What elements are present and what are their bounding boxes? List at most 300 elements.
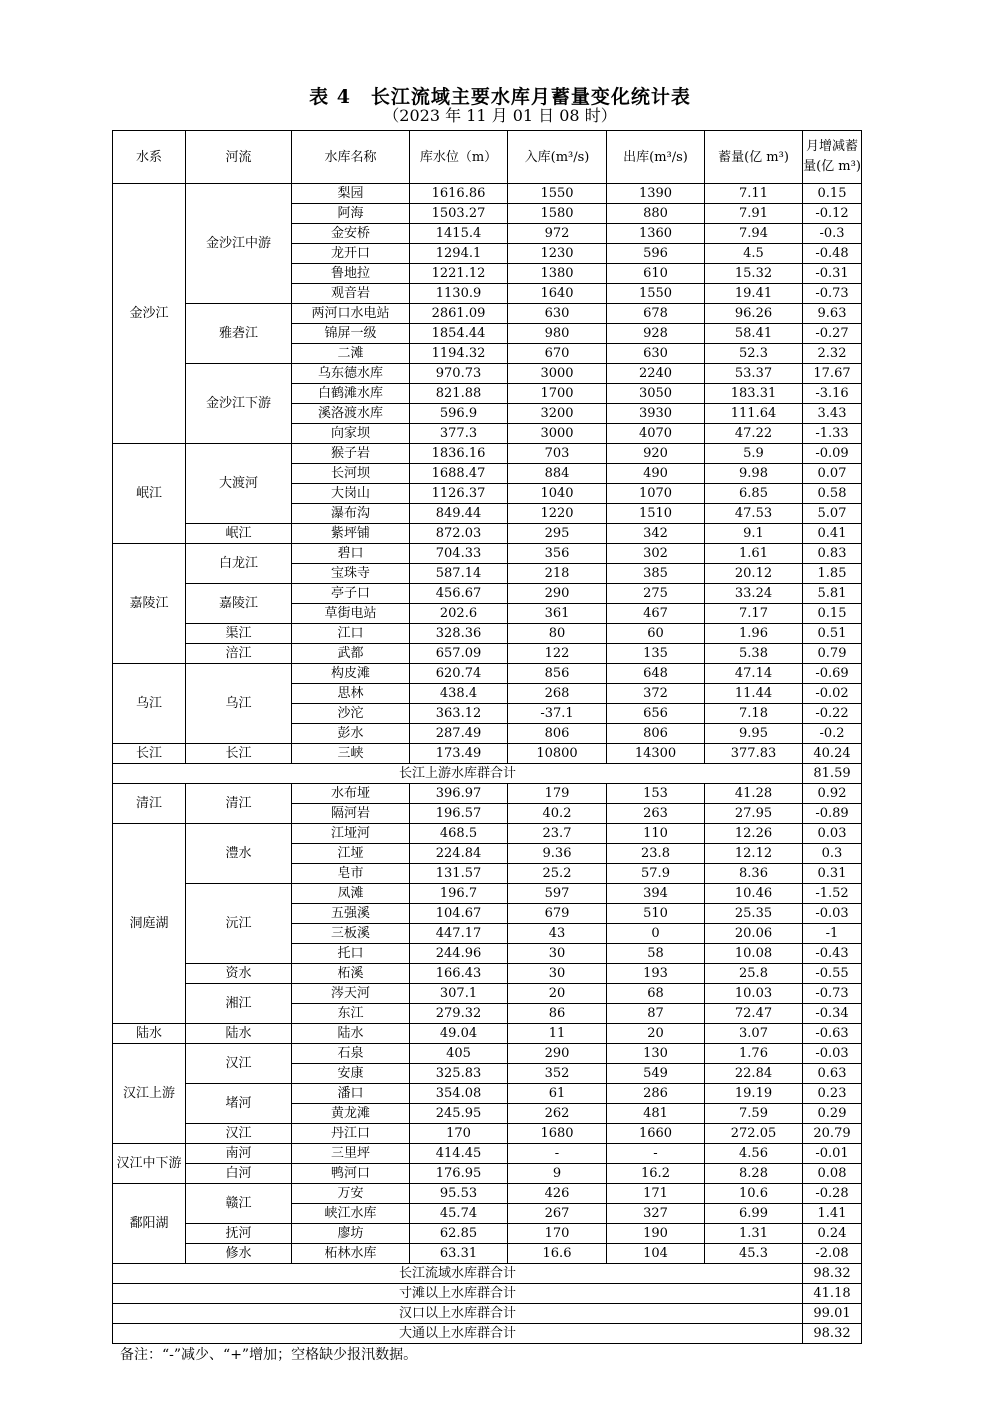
- table-row: [113, 964, 862, 984]
- table-row: [113, 984, 862, 1004]
- outflow-cell: 60: [607, 624, 705, 644]
- river-cell: 澧水: [186, 824, 292, 884]
- water-level-cell: 279.32: [410, 1004, 508, 1024]
- water-system-cell: 长江: [113, 744, 186, 764]
- table-row: [113, 364, 862, 384]
- total-change-cell: 98.32: [803, 1324, 862, 1344]
- outflow-cell: 510: [607, 904, 705, 924]
- table-title: 表 4 长江流域主要水库月蓄量变化统计表: [309, 86, 691, 108]
- outflow-cell: 4070: [607, 424, 705, 444]
- table-row: [113, 744, 862, 764]
- total-change-cell: 98.32: [803, 1264, 862, 1284]
- monthly-change-cell: 0.15: [803, 184, 862, 204]
- storage-cell: 41.28: [705, 784, 803, 804]
- inflow-cell: 1700: [508, 384, 607, 404]
- water-level-cell: 1126.37: [410, 484, 508, 504]
- outflow-cell: 57.9: [607, 864, 705, 884]
- reservoir-name-cell: 凤滩: [292, 884, 410, 904]
- river-cell: 白龙江: [186, 544, 292, 584]
- storage-cell: 10.46: [705, 884, 803, 904]
- reservoir-name-cell: 五强溪: [292, 904, 410, 924]
- inflow-cell: 3000: [508, 424, 607, 444]
- water-level-cell: 307.1: [410, 984, 508, 1004]
- outflow-cell: 549: [607, 1064, 705, 1084]
- river-cell: 嘉陵江: [186, 584, 292, 624]
- outflow-cell: 104: [607, 1244, 705, 1264]
- total-row: [113, 1304, 862, 1324]
- reservoir-name-cell: 涔天河: [292, 984, 410, 1004]
- inflow-cell: -: [508, 1144, 607, 1164]
- water-system-cell: 汉江中下游: [113, 1144, 186, 1184]
- monthly-change-cell: -0.43: [803, 944, 862, 964]
- inflow-cell: 806: [508, 724, 607, 744]
- monthly-change-cell: -0.69: [803, 664, 862, 684]
- water-level-cell: 596.9: [410, 404, 508, 424]
- storage-cell: 8.36: [705, 864, 803, 884]
- reservoir-name-cell: 瀑布沟: [292, 504, 410, 524]
- storage-cell: 183.31: [705, 384, 803, 404]
- monthly-change-cell: -0.27: [803, 324, 862, 344]
- river-cell: 乌江: [186, 664, 292, 744]
- reservoir-name-cell: 陆水: [292, 1024, 410, 1044]
- monthly-change-cell: -2.08: [803, 1244, 862, 1264]
- storage-cell: 111.64: [705, 404, 803, 424]
- storage-cell: 8.28: [705, 1164, 803, 1184]
- inflow-cell: 1680: [508, 1124, 607, 1144]
- total-label-cell: 大通以上水库群合计: [113, 1324, 803, 1344]
- outflow-cell: 394: [607, 884, 705, 904]
- reservoir-name-cell: 鸭河口: [292, 1164, 410, 1184]
- monthly-change-cell: 3.43: [803, 404, 862, 424]
- water-level-cell: 176.95: [410, 1164, 508, 1184]
- monthly-change-cell: -0.01: [803, 1144, 862, 1164]
- table-row: [113, 784, 862, 804]
- reservoir-name-cell: 东江: [292, 1004, 410, 1024]
- water-level-cell: 1503.27: [410, 204, 508, 224]
- inflow-cell: 43: [508, 924, 607, 944]
- water-level-cell: 1221.12: [410, 264, 508, 284]
- river-cell: 金沙江中游: [186, 184, 292, 304]
- river-cell: 抚河: [186, 1224, 292, 1244]
- outflow-cell: 656: [607, 704, 705, 724]
- reservoir-name-cell: 乌东德水库: [292, 364, 410, 384]
- storage-cell: 4.56: [705, 1144, 803, 1164]
- monthly-change-cell: -0.3: [803, 224, 862, 244]
- table-row: [113, 1184, 862, 1204]
- inflow-cell: 30: [508, 964, 607, 984]
- inflow-cell: 30: [508, 944, 607, 964]
- storage-cell: 1.31: [705, 1224, 803, 1244]
- inflow-cell: 679: [508, 904, 607, 924]
- monthly-change-cell: 0.07: [803, 464, 862, 484]
- reservoir-name-cell: 皂市: [292, 864, 410, 884]
- reservoir-name-cell: 三峡: [292, 744, 410, 764]
- inflow-cell: 856: [508, 664, 607, 684]
- outflow-cell: 610: [607, 264, 705, 284]
- river-cell: 堵河: [186, 1084, 292, 1124]
- inflow-cell: 16.6: [508, 1244, 607, 1264]
- water-system-cell: 清江: [113, 784, 186, 824]
- storage-cell: 20.12: [705, 564, 803, 584]
- water-system-cell: 岷江: [113, 444, 186, 544]
- total-label-cell: 长江上游水库群合计: [113, 764, 803, 784]
- storage-cell: 11.44: [705, 684, 803, 704]
- reservoir-name-cell: 水布垭: [292, 784, 410, 804]
- monthly-change-cell: 0.08: [803, 1164, 862, 1184]
- monthly-change-cell: 0.31: [803, 864, 862, 884]
- inflow-cell: 972: [508, 224, 607, 244]
- reservoir-name-cell: 构皮滩: [292, 664, 410, 684]
- river-cell: 雅砻江: [186, 304, 292, 364]
- outflow-cell: 302: [607, 544, 705, 564]
- outflow-cell: 596: [607, 244, 705, 264]
- river-cell: 汉江: [186, 1124, 292, 1144]
- river-cell: 沅江: [186, 884, 292, 964]
- monthly-change-cell: -0.73: [803, 284, 862, 304]
- river-cell: 汉江: [186, 1044, 292, 1084]
- river-cell: 涪江: [186, 644, 292, 664]
- storage-cell: 9.1: [705, 524, 803, 544]
- monthly-change-cell: 20.79: [803, 1124, 862, 1144]
- reservoir-name-cell: 紫坪铺: [292, 524, 410, 544]
- total-label-cell: 汉口以上水库群合计: [113, 1304, 803, 1324]
- total-change-cell: 99.01: [803, 1304, 862, 1324]
- storage-cell: 25.35: [705, 904, 803, 924]
- outflow-cell: 1390: [607, 184, 705, 204]
- outflow-cell: 193: [607, 964, 705, 984]
- water-level-cell: 657.09: [410, 644, 508, 664]
- reservoir-name-cell: 大岗山: [292, 484, 410, 504]
- water-level-cell: 456.67: [410, 584, 508, 604]
- monthly-change-cell: -0.73: [803, 984, 862, 1004]
- water-level-cell: 104.67: [410, 904, 508, 924]
- storage-cell: 1.96: [705, 624, 803, 644]
- storage-cell: 7.17: [705, 604, 803, 624]
- river-cell: 赣江: [186, 1184, 292, 1224]
- monthly-change-cell: -0.89: [803, 804, 862, 824]
- outflow-cell: 920: [607, 444, 705, 464]
- inflow-cell: 361: [508, 604, 607, 624]
- outflow-cell: 385: [607, 564, 705, 584]
- river-cell: 修水: [186, 1244, 292, 1264]
- reservoir-name-cell: 阿海: [292, 204, 410, 224]
- outflow-cell: 928: [607, 324, 705, 344]
- storage-cell: 377.83: [705, 744, 803, 764]
- water-level-cell: 377.3: [410, 424, 508, 444]
- inflow-cell: 262: [508, 1104, 607, 1124]
- inflow-cell: 352: [508, 1064, 607, 1084]
- storage-cell: 19.19: [705, 1084, 803, 1104]
- reservoir-name-cell: 柘溪: [292, 964, 410, 984]
- water-system-cell: 洞庭湖: [113, 824, 186, 1024]
- outflow-cell: 130: [607, 1044, 705, 1064]
- table-row: [113, 1044, 862, 1064]
- water-level-cell: 1616.86: [410, 184, 508, 204]
- water-level-cell: 245.95: [410, 1104, 508, 1124]
- header-inflow: 入库(m³/s): [508, 131, 607, 184]
- monthly-change-cell: 0.83: [803, 544, 862, 564]
- inflow-cell: 61: [508, 1084, 607, 1104]
- water-level-cell: 49.04: [410, 1024, 508, 1044]
- reservoir-name-cell: 长河坝: [292, 464, 410, 484]
- outflow-cell: 263: [607, 804, 705, 824]
- outflow-cell: 678: [607, 304, 705, 324]
- monthly-change-cell: -1: [803, 924, 862, 944]
- water-level-cell: 173.49: [410, 744, 508, 764]
- reservoir-name-cell: 向家坝: [292, 424, 410, 444]
- storage-cell: 19.41: [705, 284, 803, 304]
- table-subtitle: （2023 年 11 月 01 日 08 时）: [383, 106, 617, 125]
- monthly-change-cell: -0.28: [803, 1184, 862, 1204]
- monthly-change-cell: 0.15: [803, 604, 862, 624]
- storage-cell: 47.53: [705, 504, 803, 524]
- reservoir-name-cell: 黄龙滩: [292, 1104, 410, 1124]
- storage-cell: 9.95: [705, 724, 803, 744]
- water-level-cell: 244.96: [410, 944, 508, 964]
- storage-cell: 45.3: [705, 1244, 803, 1264]
- table-row: [113, 824, 862, 844]
- inflow-cell: 1640: [508, 284, 607, 304]
- table-row: [113, 664, 862, 684]
- monthly-change-cell: -0.09: [803, 444, 862, 464]
- reservoir-name-cell: 廖坊: [292, 1224, 410, 1244]
- reservoir-name-cell: 猴子岩: [292, 444, 410, 464]
- reservoir-name-cell: 隔河岩: [292, 804, 410, 824]
- water-level-cell: 45.74: [410, 1204, 508, 1224]
- water-system-cell: 嘉陵江: [113, 544, 186, 664]
- table-row: [113, 304, 862, 324]
- storage-cell: 6.99: [705, 1204, 803, 1224]
- reservoir-name-cell: 亭子口: [292, 584, 410, 604]
- storage-cell: 7.18: [705, 704, 803, 724]
- monthly-change-cell: -1.33: [803, 424, 862, 444]
- reservoir-name-cell: 丹江口: [292, 1124, 410, 1144]
- reservoir-name-cell: 宝珠寺: [292, 564, 410, 584]
- river-cell: 资水: [186, 964, 292, 984]
- storage-cell: 7.59: [705, 1104, 803, 1124]
- monthly-change-cell: 0.3: [803, 844, 862, 864]
- outflow-cell: 327: [607, 1204, 705, 1224]
- storage-cell: 7.94: [705, 224, 803, 244]
- reservoir-name-cell: 江口: [292, 624, 410, 644]
- reservoir-name-cell: 思林: [292, 684, 410, 704]
- water-level-cell: 414.45: [410, 1144, 508, 1164]
- outflow-cell: -: [607, 1144, 705, 1164]
- water-level-cell: 224.84: [410, 844, 508, 864]
- table-row: [113, 1084, 862, 1104]
- water-level-cell: 821.88: [410, 384, 508, 404]
- total-label-cell: 长江流域水库群合计: [113, 1264, 803, 1284]
- inflow-cell: 3200: [508, 404, 607, 424]
- outflow-cell: 58: [607, 944, 705, 964]
- reservoir-name-cell: 两河口水电站: [292, 304, 410, 324]
- outflow-cell: 342: [607, 524, 705, 544]
- inflow-cell: 23.7: [508, 824, 607, 844]
- outflow-cell: 1510: [607, 504, 705, 524]
- reservoir-name-cell: 观音岩: [292, 284, 410, 304]
- total-row: [113, 1324, 862, 1344]
- monthly-change-cell: 0.23: [803, 1084, 862, 1104]
- storage-cell: 10.08: [705, 944, 803, 964]
- reservoir-name-cell: 三里坪: [292, 1144, 410, 1164]
- storage-cell: 10.6: [705, 1184, 803, 1204]
- inflow-cell: 295: [508, 524, 607, 544]
- outflow-cell: 87: [607, 1004, 705, 1024]
- monthly-change-cell: 1.85: [803, 564, 862, 584]
- river-cell: 渠江: [186, 624, 292, 644]
- water-level-cell: 363.12: [410, 704, 508, 724]
- monthly-change-cell: 0.63: [803, 1064, 862, 1084]
- water-level-cell: 447.17: [410, 924, 508, 944]
- monthly-change-cell: 5.07: [803, 504, 862, 524]
- storage-cell: 4.5: [705, 244, 803, 264]
- reservoir-name-cell: 三板溪: [292, 924, 410, 944]
- outflow-cell: 135: [607, 644, 705, 664]
- total-change-cell: 81.59: [803, 764, 862, 784]
- inflow-cell: 1040: [508, 484, 607, 504]
- header-water-level: 库水位（m）: [410, 131, 508, 184]
- outflow-cell: 23.8: [607, 844, 705, 864]
- monthly-change-cell: -0.2: [803, 724, 862, 744]
- header-monthly-change: 月增减蓄量(亿 m³): [803, 131, 862, 184]
- inflow-cell: 40.2: [508, 804, 607, 824]
- monthly-change-cell: 2.32: [803, 344, 862, 364]
- table-row: [113, 1024, 862, 1044]
- reservoir-table: [112, 130, 862, 1344]
- water-level-cell: 196.57: [410, 804, 508, 824]
- water-level-cell: 468.5: [410, 824, 508, 844]
- inflow-cell: 426: [508, 1184, 607, 1204]
- water-level-cell: 63.31: [410, 1244, 508, 1264]
- table-row: [113, 1164, 862, 1184]
- monthly-change-cell: 1.41: [803, 1204, 862, 1224]
- water-system-cell: 鄱阳湖: [113, 1184, 186, 1264]
- water-system-cell: 金沙江: [113, 184, 186, 444]
- outflow-cell: 20: [607, 1024, 705, 1044]
- inflow-cell: 597: [508, 884, 607, 904]
- water-level-cell: 1836.16: [410, 444, 508, 464]
- header-storage: 蓄量(亿 m³): [705, 131, 803, 184]
- outflow-cell: 110: [607, 824, 705, 844]
- footnote: 备注：“-”减少、“+”增加；空格缺少报汛数据。: [120, 1347, 418, 1363]
- river-cell: 大渡河: [186, 444, 292, 524]
- inflow-cell: -37.1: [508, 704, 607, 724]
- storage-cell: 53.37: [705, 364, 803, 384]
- water-level-cell: 325.83: [410, 1064, 508, 1084]
- inflow-cell: 10800: [508, 744, 607, 764]
- table-row: [113, 1244, 862, 1264]
- monthly-change-cell: 0.92: [803, 784, 862, 804]
- monthly-change-cell: -1.52: [803, 884, 862, 904]
- storage-cell: 7.11: [705, 184, 803, 204]
- reservoir-name-cell: 万安: [292, 1184, 410, 1204]
- reservoir-name-cell: 武都: [292, 644, 410, 664]
- storage-cell: 1.76: [705, 1044, 803, 1064]
- inflow-cell: 9: [508, 1164, 607, 1184]
- outflow-cell: 372: [607, 684, 705, 704]
- inflow-cell: 980: [508, 324, 607, 344]
- reservoir-name-cell: 江垭河: [292, 824, 410, 844]
- inflow-cell: 1550: [508, 184, 607, 204]
- outflow-cell: 14300: [607, 744, 705, 764]
- inflow-cell: 290: [508, 584, 607, 604]
- inflow-cell: 290: [508, 1044, 607, 1064]
- reservoir-name-cell: 龙开口: [292, 244, 410, 264]
- inflow-cell: 630: [508, 304, 607, 324]
- total-row: [113, 764, 862, 784]
- table-row: [113, 644, 862, 664]
- header-row: [113, 131, 862, 184]
- table-row: [113, 624, 862, 644]
- monthly-change-cell: -0.34: [803, 1004, 862, 1024]
- water-level-cell: 354.08: [410, 1084, 508, 1104]
- river-cell: 白河: [186, 1164, 292, 1184]
- inflow-cell: 1220: [508, 504, 607, 524]
- reservoir-name-cell: 峡江水库: [292, 1204, 410, 1224]
- storage-cell: 3.07: [705, 1024, 803, 1044]
- water-level-cell: 970.73: [410, 364, 508, 384]
- monthly-change-cell: 0.41: [803, 524, 862, 544]
- outflow-cell: 3050: [607, 384, 705, 404]
- water-level-cell: 1130.9: [410, 284, 508, 304]
- table-row: [113, 544, 862, 564]
- outflow-cell: 467: [607, 604, 705, 624]
- monthly-change-cell: -0.03: [803, 904, 862, 924]
- storage-cell: 25.8: [705, 964, 803, 984]
- table-row: [113, 184, 862, 204]
- table-row: [113, 884, 862, 904]
- water-level-cell: 587.14: [410, 564, 508, 584]
- total-label-cell: 寸滩以上水库群合计: [113, 1284, 803, 1304]
- storage-cell: 33.24: [705, 584, 803, 604]
- outflow-cell: 171: [607, 1184, 705, 1204]
- outflow-cell: 68: [607, 984, 705, 1004]
- monthly-change-cell: -0.12: [803, 204, 862, 224]
- water-level-cell: 1294.1: [410, 244, 508, 264]
- header-system: 水系: [113, 131, 186, 184]
- monthly-change-cell: 9.63: [803, 304, 862, 324]
- table-body: [113, 184, 862, 1344]
- inflow-cell: 1230: [508, 244, 607, 264]
- outflow-cell: 153: [607, 784, 705, 804]
- inflow-cell: 268: [508, 684, 607, 704]
- reservoir-name-cell: 石泉: [292, 1044, 410, 1064]
- monthly-change-cell: 17.67: [803, 364, 862, 384]
- water-level-cell: 1415.4: [410, 224, 508, 244]
- storage-cell: 58.41: [705, 324, 803, 344]
- inflow-cell: 11: [508, 1024, 607, 1044]
- monthly-change-cell: -0.22: [803, 704, 862, 724]
- reservoir-name-cell: 潘口: [292, 1084, 410, 1104]
- outflow-cell: 806: [607, 724, 705, 744]
- total-row: [113, 1264, 862, 1284]
- reservoir-name-cell: 草街电站: [292, 604, 410, 624]
- water-level-cell: 287.49: [410, 724, 508, 744]
- outflow-cell: 275: [607, 584, 705, 604]
- storage-cell: 72.47: [705, 1004, 803, 1024]
- water-level-cell: 396.97: [410, 784, 508, 804]
- table-row: [113, 1124, 862, 1144]
- table-row: [113, 1144, 862, 1164]
- storage-cell: 272.05: [705, 1124, 803, 1144]
- water-level-cell: 438.4: [410, 684, 508, 704]
- reservoir-name-cell: 白鹤滩水库: [292, 384, 410, 404]
- header-river: 河流: [186, 131, 292, 184]
- reservoir-name-cell: 沙沱: [292, 704, 410, 724]
- inflow-cell: 884: [508, 464, 607, 484]
- outflow-cell: 648: [607, 664, 705, 684]
- water-level-cell: 1688.47: [410, 464, 508, 484]
